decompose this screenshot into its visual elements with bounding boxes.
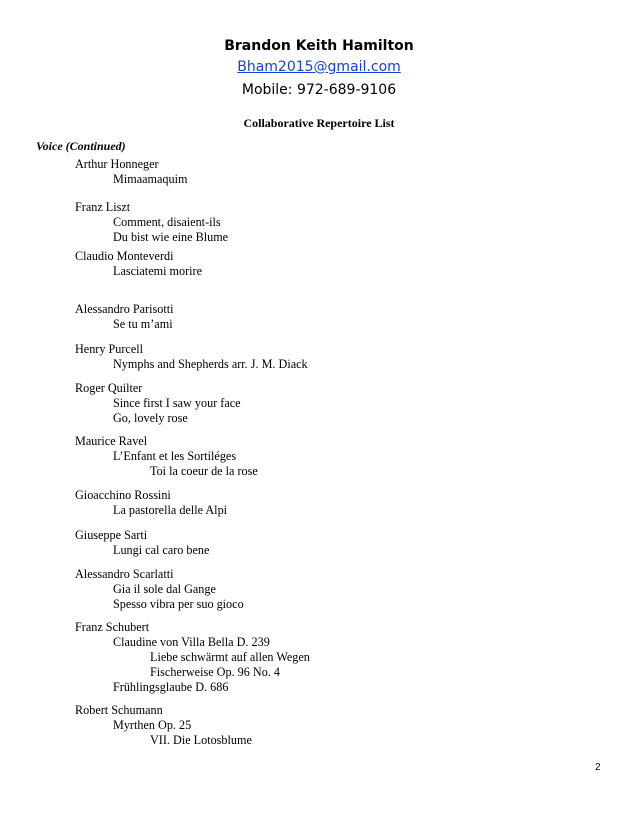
sub-work-title: VII. Die Lotosblume [150,733,252,747]
work-title: Myrthen Op. 25 [113,718,192,732]
work-title: Go, lovely rose [113,411,188,425]
composer-name: Giuseppe Sarti [75,528,148,542]
work-title: Since first I saw your face [113,396,241,410]
sub-work-title: Toi la coeur de la rose [150,464,258,478]
work-title: Lasciatemi morire [113,264,202,278]
composer-name: Claudio Monteverdi [75,249,174,263]
composer-name: Gioacchino Rossini [75,488,171,502]
work-title: Claudine von Villa Bella D. 239 [113,635,270,649]
work-title: Lungi cal caro bene [113,543,210,557]
work-title: La pastorella delle Alpi [113,503,228,517]
header-email [0,59,638,75]
composer-name: Roger Quilter [75,381,143,395]
composer-name: Franz Schubert [75,620,150,634]
work-title: Gia il sole dal Gange [113,582,216,596]
section-heading: Voice (Continued) [36,139,126,153]
composer-name: Franz Liszt [75,200,131,214]
page-title: Collaborative Repertoire List [243,116,395,130]
work-title: Spesso vibra per suo gioco [113,597,244,611]
composer-name: Arthur Honneger [75,157,159,171]
composer-name: Robert Schumann [75,703,163,717]
work-title: Mimaamaquim [113,172,188,186]
email-link[interactable]: Bham2015@gmail.com [237,59,401,75]
work-title: Nymphs and Shepherds arr. J. M. Diack [113,357,308,371]
composer-name: Henry Purcell [75,342,144,356]
work-title: Frühlingsglaube D. 686 [113,680,229,694]
header-name: Brandon Keith Hamilton [224,38,414,54]
composer-name: Alessandro Parisotti [75,302,174,316]
work-title: Se tu m’ami [113,317,173,331]
work-title: Du bist wie eine Blume [113,230,229,244]
page-number: 2 [595,762,601,773]
sub-work-title: Fischerweise Op. 96 No. 4 [150,665,280,679]
header-mobile: Mobile: 972-689-9106 [241,82,397,98]
work-title: Comment, disaient-ils [113,215,221,229]
composer-name: Maurice Ravel [75,434,148,448]
sub-work-title: Liebe schwärmt auf allen Wegen [150,650,310,664]
composer-name: Alessandro Scarlatti [75,567,174,581]
work-title: L’Enfant et les Sortiléges [113,449,237,463]
